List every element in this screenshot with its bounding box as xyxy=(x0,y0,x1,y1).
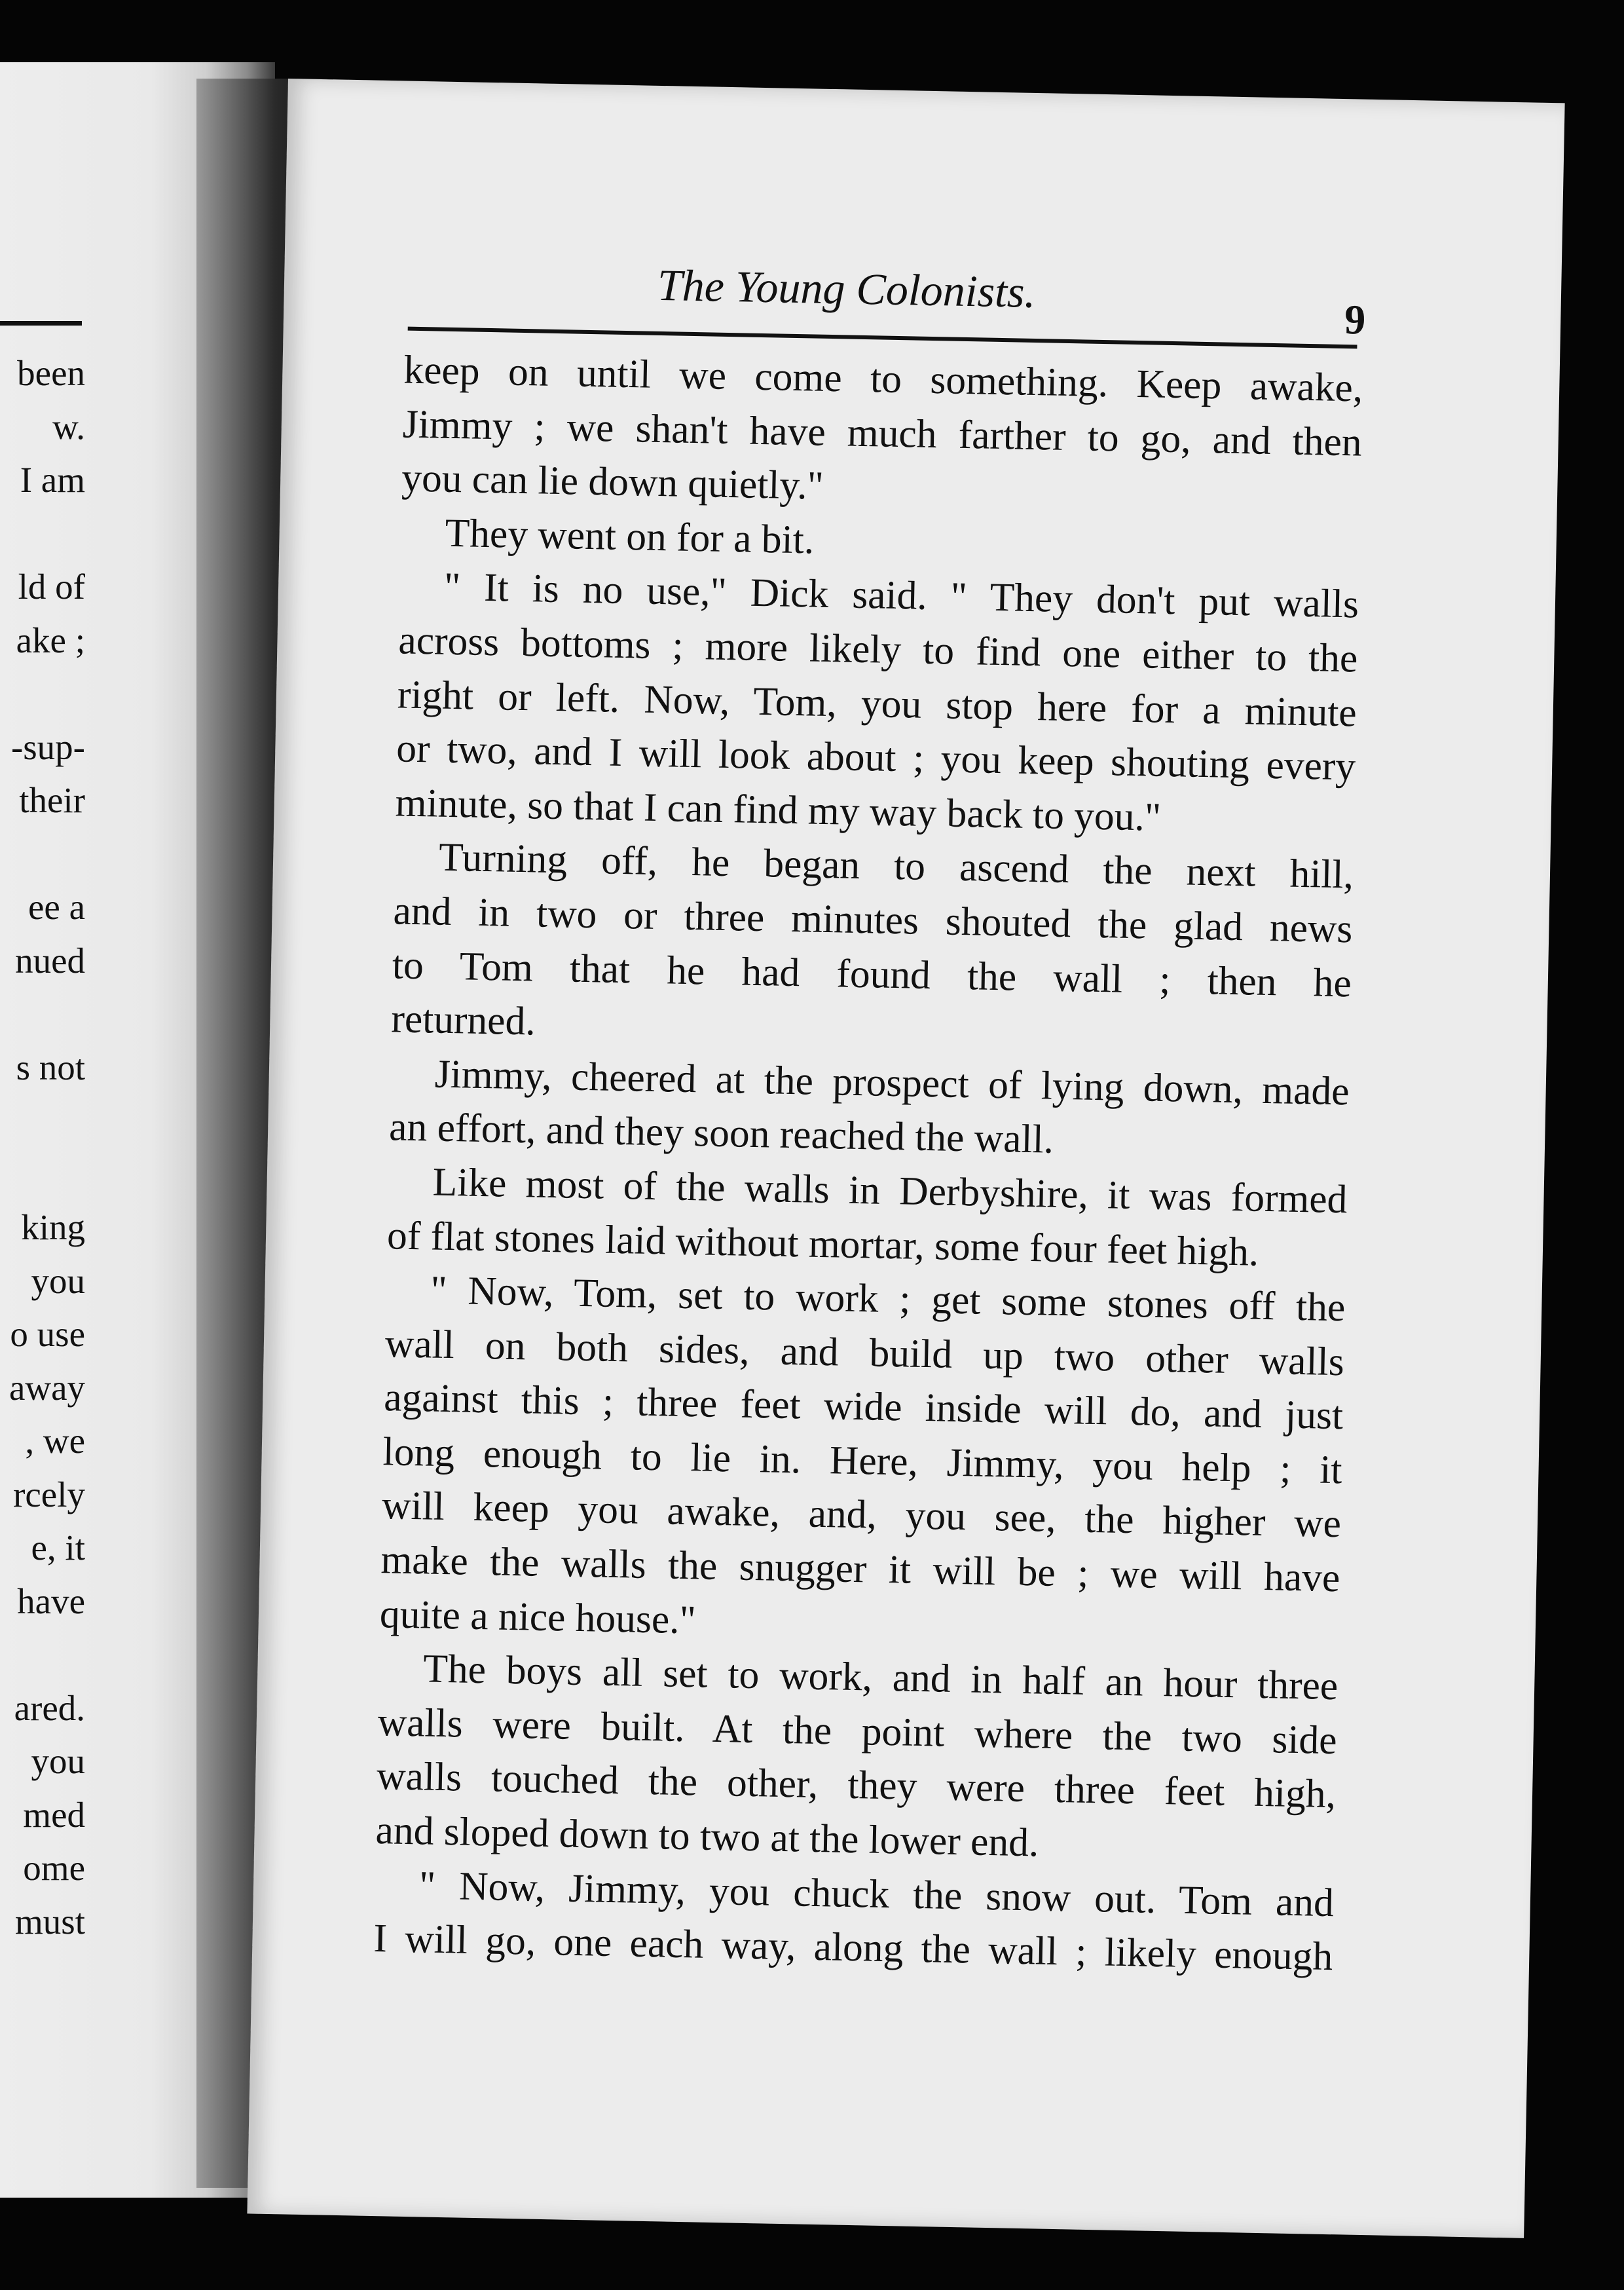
left-page-fragment: s not xyxy=(16,1047,85,1087)
left-page-fragment: ee a xyxy=(28,888,85,927)
text-line: The boys all set to work, and in half an hour three xyxy=(422,1646,1338,1709)
left-page-fragment: o use xyxy=(10,1315,85,1354)
text-line: long enough to lie in. Here, Jimmy, you help ; it xyxy=(382,1429,1343,1493)
left-page-fragment: w. xyxy=(52,407,85,447)
text-line: Jimmy ; we shan't have much farther to go, and then xyxy=(402,402,1363,465)
page-body-text xyxy=(373,343,1363,1983)
text-line: to Tom that he had found the wall ; then he xyxy=(392,942,1352,1005)
left-page-fragment: ake ; xyxy=(16,620,85,660)
left-page-fragment: ared. xyxy=(14,1688,85,1728)
text-line: Jimmy, cheered at the prospect of lying down, made xyxy=(434,1051,1350,1114)
text-line: across bottoms ; more likely to find one either to the xyxy=(397,618,1358,681)
left-page-fragment: you xyxy=(31,1742,85,1781)
left-page-fragment: have xyxy=(17,1581,85,1621)
text-line: right or left. Now, Tom, you stop here for a minute xyxy=(397,671,1357,736)
left-page-fragment: , we xyxy=(25,1421,85,1461)
text-line: and sloped down to two at the lower end. xyxy=(375,1808,1039,1866)
text-line: keep on until we come to something. Keep awake, xyxy=(403,347,1363,411)
text-line: walls touched the other, they were three feet high, xyxy=(376,1754,1337,1817)
text-line: " It is no use," Dick said. " They don't put walls xyxy=(443,565,1359,627)
page-number: 9 xyxy=(1344,296,1366,343)
text-line: " Now, Tom, set to work ; get some stones off the xyxy=(430,1267,1346,1330)
left-page-fragment: been xyxy=(17,354,85,393)
text-line: or two, and I will look about ; you keep shouting every xyxy=(396,726,1356,789)
text-line: quite a nice house." xyxy=(379,1591,697,1643)
running-head: The Young Colonists. xyxy=(657,259,1037,317)
left-page-rule xyxy=(0,321,82,326)
text-line: of flat stones laid without mortar, some four feet high. xyxy=(386,1212,1259,1275)
text-line: minute, so that I can find my way back to you." xyxy=(395,780,1162,840)
left-page-fragment: ld of xyxy=(18,567,85,607)
text-line: make the walls the snugger it will be ; we will have xyxy=(380,1537,1340,1601)
text-line: and in two or three minutes shouted the glad news xyxy=(392,888,1354,952)
text-line: will keep you awake, and, you see, the higher we xyxy=(381,1483,1342,1547)
left-page-fragment: king xyxy=(21,1208,85,1247)
text-line: I will go, one each way, along the wall ; likely enough xyxy=(373,1916,1333,1980)
left-page-fragment: ome xyxy=(23,1849,85,1888)
text-line: you can lie down quietly." xyxy=(401,455,824,508)
text-line: wall on both sides, and build up two other walls xyxy=(384,1321,1345,1385)
text-line: returned. xyxy=(390,996,536,1044)
text-line: Turning off, he began to ascend the next hill, xyxy=(438,835,1354,897)
left-page-fragment: must xyxy=(15,1902,85,1942)
book-page xyxy=(247,79,1564,2238)
text-line: " Now, Jimmy, you chuck the snow out. Tom and xyxy=(418,1862,1335,1925)
left-page-fragment: their xyxy=(19,781,85,820)
left-page-fragment: nued xyxy=(15,941,85,981)
left-page-fragment: away xyxy=(9,1368,85,1408)
text-line: walls were built. At the point where the two side xyxy=(377,1699,1338,1763)
text-line: Like most of the walls in Derbyshire, it was formed xyxy=(432,1159,1348,1222)
left-page-fragment: e, it xyxy=(31,1528,85,1567)
left-page-fragment: -sup- xyxy=(10,727,85,767)
text-line: against this ; three feet wide inside will do, and just xyxy=(383,1375,1344,1438)
text-line: an effort, and they soon reached the wall. xyxy=(388,1104,1054,1163)
left-page-fragment: med xyxy=(23,1795,85,1835)
left-page-fragment: rcely xyxy=(13,1474,85,1514)
text-line: They went on for a bit. xyxy=(445,510,815,563)
left-page-fragment: you xyxy=(31,1261,85,1301)
left-page-fragment: I am xyxy=(20,460,85,500)
